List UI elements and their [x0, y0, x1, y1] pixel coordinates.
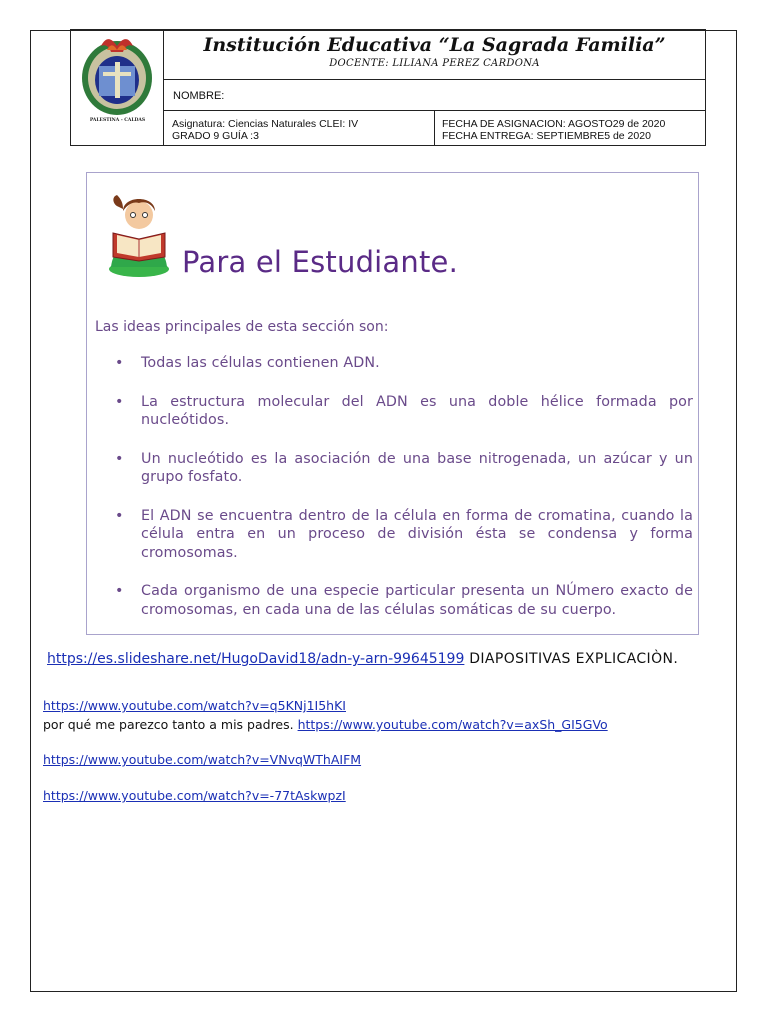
parents-text: por qué me parezco tanto a mis padres. — [43, 717, 298, 732]
date-assigned: FECHA DE ASIGNACION: AGOSTO29 de 2020 — [442, 118, 666, 130]
student-title — [182, 245, 458, 279]
bullet-icon: • — [115, 393, 124, 410]
youtube-line-4 — [43, 788, 346, 803]
dates-info — [434, 111, 705, 145]
logo-cell — [71, 30, 164, 145]
title-row — [164, 30, 705, 80]
parents-line — [43, 717, 608, 732]
youtube-link-4[interactable]: https://www.youtube.com/watch?v=-77tAskwpzI — [43, 788, 346, 803]
subject-line: Asignatura: Ciencias Naturales CLEI: IV — [172, 118, 359, 130]
list-item — [105, 582, 693, 619]
idea-text: La estructura molecular del ADN es una doble hélice formada por nucleótidos. — [141, 393, 693, 428]
youtube-line-3 — [43, 752, 361, 767]
ideas-intro: Las ideas principales de esta sección son: — [95, 319, 389, 335]
student-title-text: Para el Estudiante — [182, 245, 449, 279]
info-row — [164, 110, 705, 145]
idea-text: Cada organismo de una especie particular presenta un NÚmero exacto de cromosomas, en cada una de las células somáticas de su cuerpo. — [141, 583, 693, 618]
list-item — [105, 450, 693, 487]
idea-text: El ADN se encuentra dentro de la célula en forma de cromatina, cuando la célula entra en un proceso de división ésta se condensa y forma cromosomas. — [141, 507, 693, 561]
date-due: FECHA ENTREGA: SEPTIEMBRE5 de 2020 — [442, 130, 651, 142]
list-item — [105, 354, 693, 373]
institution-name: Institución Educativa “La Sagrada Familia” — [203, 34, 666, 56]
bullet-icon: • — [115, 583, 124, 599]
youtube-link-2[interactable]: https://www.youtube.com/watch?v=axSh_GI5GVo — [297, 717, 608, 732]
bullet-icon: • — [115, 507, 124, 524]
youtube-link-3[interactable]: https://www.youtube.com/watch?v=VNvqWThAIFM — [43, 752, 362, 767]
youtube-link-1[interactable]: https://www.youtube.com/watch?v=q5KNj1I5hKI — [43, 698, 346, 713]
student-title-dot: . — [448, 245, 459, 279]
ideas-list — [105, 354, 693, 619]
slideshare-description: DIAPOSITIVAS EXPLICACIÒN. — [464, 651, 679, 667]
list-item — [105, 393, 693, 430]
slideshare-line — [47, 651, 678, 667]
document-header — [70, 29, 706, 146]
student-section — [86, 172, 699, 635]
bullet-icon: • — [115, 355, 124, 371]
subject-info — [172, 118, 434, 142]
slideshare-link[interactable]: https://es.slideshare.net/HugoDavid18/adn-y-arn-99645199 — [47, 651, 465, 667]
name-label: NOMBRE: — [173, 90, 225, 102]
idea-text: Todas las células contienen ADN. — [141, 355, 380, 371]
grade-line: GRADO 9 GUÍA :3 — [172, 130, 259, 142]
logo-caption: PALESTINA - CALDAS — [89, 118, 146, 123]
teacher-name: DOCENTE: LILIANA PEREZ CARDONA — [329, 58, 540, 69]
list-item — [105, 507, 693, 563]
student-reading-book-icon — [105, 187, 177, 277]
school-crest-icon — [77, 32, 157, 118]
idea-text: Un nucleótido es la asociación de una base nitrogenada, un azúcar y un grupo fosfato. — [141, 450, 693, 485]
bullet-icon: • — [115, 450, 124, 467]
youtube-line-1 — [43, 698, 346, 713]
